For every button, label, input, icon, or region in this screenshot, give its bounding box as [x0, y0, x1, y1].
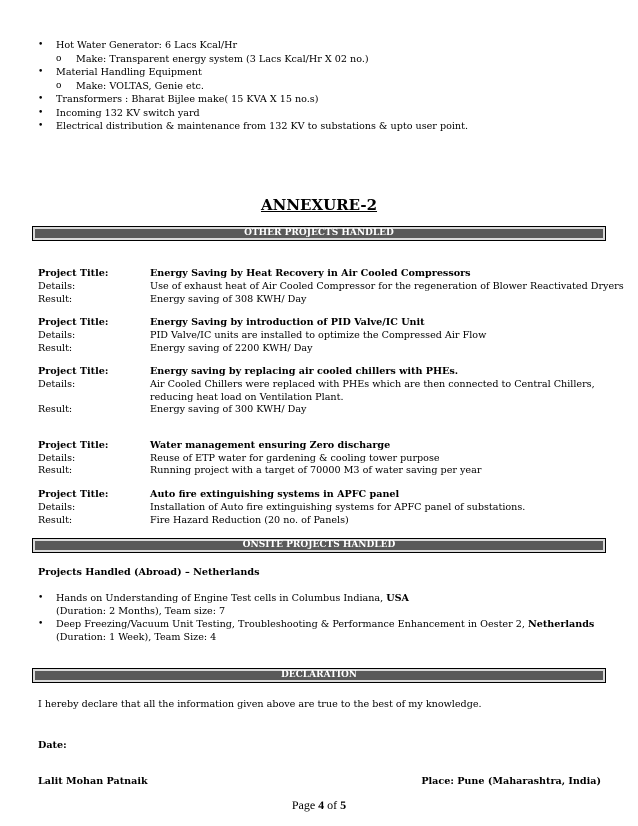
label-result: Result:: [38, 404, 73, 415]
list-subitem-make-voltas: Make: VOLTAS, Genie etc.: [76, 81, 204, 92]
onsite-item-location: USA: [386, 593, 409, 604]
section-bar-onsite: [32, 538, 606, 553]
section-header-other-projects: OTHER PROJECTS HANDLED: [244, 228, 394, 238]
label-result: Result:: [38, 294, 73, 305]
bullet: •: [38, 121, 44, 131]
project-result: Fire Hazard Reduction (20 no. of Panels): [150, 515, 349, 526]
list-subitem-make-tes: Make: Transparent energy system (3 Lacs Kcal/Hr X 02 no.): [76, 54, 369, 65]
bullet: •: [38, 619, 44, 629]
onsite-item-text: Hands on Understanding of Engine Test cells in Columbus Indiana,: [56, 593, 387, 604]
onsite-item: [56, 593, 409, 604]
project-result: Energy saving of 308 KWH/ Day: [150, 294, 307, 305]
page-footer: [0, 798, 638, 813]
project-details: PID Valve/IC units are installed to optimize the Compressed Air Flow: [150, 330, 487, 341]
bullet: •: [38, 94, 44, 104]
onsite-item: [56, 619, 594, 630]
label-result: Result:: [38, 465, 73, 476]
project-title: Energy saving by replacing air cooled chillers with PHEs.: [150, 366, 459, 377]
project-result: Energy saving of 2200 KWH/ Day: [150, 343, 313, 354]
onsite-item-location: Netherlands: [527, 619, 595, 630]
label-details: Details:: [38, 281, 76, 292]
label-project-title: Project Title:: [38, 366, 109, 377]
bullet: •: [38, 108, 44, 118]
declaration-text: I hereby declare that all the information given above are true to the best of my knowledge.: [38, 699, 482, 710]
section-bar-declaration: [32, 668, 606, 683]
section-bar-other-projects: [32, 226, 606, 241]
signatory-name: Lalit Mohan Patnaik: [38, 776, 148, 787]
list-item-material-handling: Material Handling Equipment: [56, 67, 202, 78]
bullet: •: [38, 40, 44, 50]
list-item-switch-yard: Incoming 132 KV switch yard: [56, 108, 200, 119]
section-header-declaration: DECLARATION: [280, 670, 358, 680]
project-title: Auto fire extinguishing systems in APFC panel: [150, 489, 400, 500]
place: Place: Pune (Maharashtra, India): [421, 776, 601, 787]
label-project-title: Project Title:: [38, 268, 109, 279]
project-details: Reuse of ETP water for gardening & cooling tower purpose: [150, 453, 440, 464]
page-number: 4: [318, 798, 325, 812]
label-details: Details:: [38, 502, 76, 513]
bullet: •: [38, 593, 44, 603]
project-details: Use of exhaust heat of Air Cooled Compressor for the regeneration of Blower Reactivated Dryers: [150, 281, 624, 292]
label-details: Details:: [38, 453, 76, 464]
annexure-title: ANNEXURE-2: [260, 196, 378, 214]
label-details: Details:: [38, 330, 76, 341]
sub-bullet: o: [56, 54, 62, 64]
sub-bullet: o: [56, 81, 62, 91]
project-details: Air Cooled Chillers were replaced with PHEs which are then connected to Central Chillers, reducing heat load on Ventilation Plant.: [150, 379, 595, 403]
project-result: Energy saving of 300 KWH/ Day: [150, 404, 307, 415]
project-title: Energy Saving by Heat Recovery in Air Cooled Compressors: [150, 268, 471, 279]
onsite-item-duration: (Duration: 2 Months), Team size: 7: [56, 606, 226, 617]
page-total: 5: [340, 798, 347, 812]
project-result: Running project with a target of 70000 M3 of water saving per year: [150, 465, 482, 476]
bullet: •: [38, 67, 44, 77]
label-project-title: Project Title:: [38, 489, 109, 500]
project-title: Energy Saving by introduction of PID Valve/IC Unit: [150, 317, 425, 328]
list-item-transformers: Transformers : Bharat Bijlee make( 15 KVA X 15 no.s): [56, 94, 319, 105]
onsite-item-text: Deep Freezing/Vacuum Unit Testing, Troubleshooting & Performance Enhancement in Oester 2,: [56, 619, 528, 630]
date-label: Date:: [38, 740, 67, 751]
abroad-heading: Projects Handled (Abroad) – Netherlands: [38, 567, 260, 578]
project-title: Water management ensuring Zero discharge: [150, 440, 391, 451]
label-project-title: Project Title:: [38, 440, 109, 451]
of-word: of: [327, 798, 338, 812]
list-item-electrical: Electrical distribution & maintenance from 132 KV to substations & upto user point.: [56, 121, 469, 132]
onsite-item-duration: (Duration: 1 Week), Team Size: 4: [56, 632, 217, 643]
label-result: Result:: [38, 343, 73, 354]
list-item-hot-water: Hot Water Generator: 6 Lacs Kcal/Hr: [56, 40, 238, 51]
section-header-onsite: ONSITE PROJECTS HANDLED: [242, 540, 396, 550]
label-result: Result:: [38, 515, 73, 526]
label-project-title: Project Title:: [38, 317, 109, 328]
project-details: Installation of Auto fire extinguishing systems for APFC panel of substations.: [150, 502, 526, 513]
label-details: Details:: [38, 379, 76, 390]
page-word: Page: [291, 798, 316, 812]
